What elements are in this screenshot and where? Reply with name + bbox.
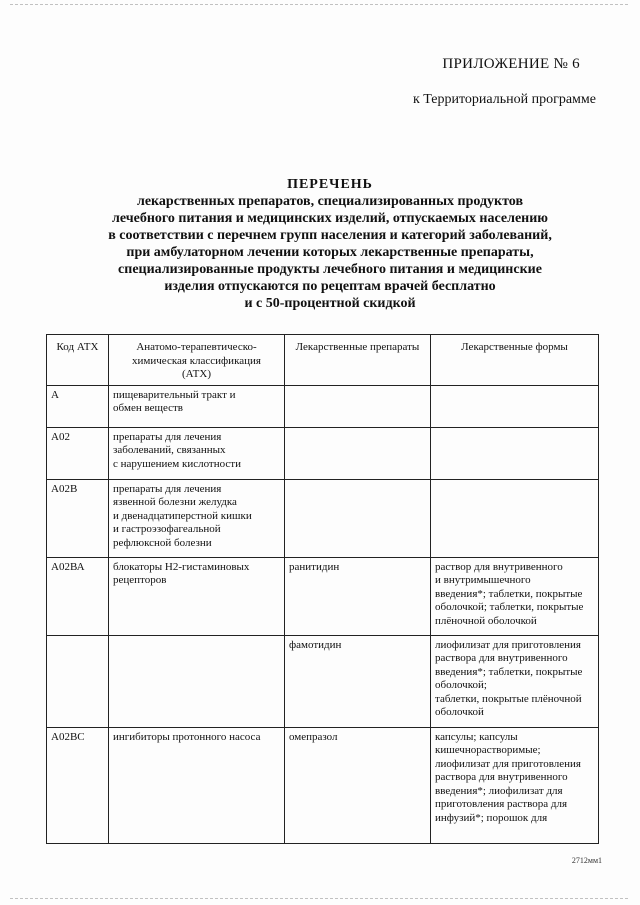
cell-classification: ингибиторы протонного насоса [109, 727, 285, 843]
cell-classification: пищеварительный тракт и обмен веществ [109, 385, 285, 427]
atx-table [46, 334, 599, 844]
column-header-code: Код АТХ [47, 335, 109, 386]
cell-drug [285, 385, 431, 427]
cell-classification: препараты для лечения язвенной болезни желудка и двенадцатиперстной кишки и гастроэзофагеальной рефлюксной болезни [109, 479, 285, 557]
document-title [60, 176, 600, 312]
cell-code [47, 635, 109, 727]
cell-drug: ранитидин [285, 557, 431, 635]
column-header-forms: Лекарственные формы [431, 335, 599, 386]
scan-edge-top [10, 4, 628, 5]
cell-drug [285, 427, 431, 479]
cell-form [431, 385, 599, 427]
title-line: при амбулаторном лечении которых лекарственные препараты, [126, 245, 534, 260]
table-row [47, 427, 599, 479]
cell-code: А02ВС [47, 727, 109, 843]
table-row [47, 385, 599, 427]
cell-form [431, 479, 599, 557]
cell-code: А02 [47, 427, 109, 479]
column-header-classification: Анатомо-терапевтическо- химическая классификация (АТХ) [109, 335, 285, 386]
cell-form [431, 427, 599, 479]
table-header-row [47, 335, 599, 386]
table-row [47, 557, 599, 635]
table-row [47, 727, 599, 843]
cell-form: раствор для внутривенного и внутримышечного введения*; таблетки, покрытые оболочкой; таблетки, покрытые плёночной оболочкой [431, 557, 599, 635]
cell-code: А [47, 385, 109, 427]
title-line: в соответствии с перечнем групп населения и категорий заболеваний, [108, 228, 552, 243]
cell-form: лиофилизат для приготовления раствора для внутривенного введения*; таблетки, покрытые оболочкой; таблетки, покрытые плёночной оболочкой [431, 635, 599, 727]
title-line: специализированные продукты лечебного питания и медицинские [118, 262, 542, 277]
cell-classification [109, 635, 285, 727]
scan-edge-bottom [10, 898, 628, 899]
cell-drug: омепразол [285, 727, 431, 843]
title-line: лекарственных препаратов, специализированных продуктов [136, 194, 524, 209]
title-line: и с 50-процентной скидкой [244, 296, 416, 311]
cell-classification: препараты для лечения заболеваний, связанных с нарушением кислотности [109, 427, 285, 479]
table-row [47, 479, 599, 557]
title-line: изделия отпускаются по рецептам врачей бесплатно [164, 279, 496, 294]
appendix-subtitle: к Территориальной программе [412, 92, 596, 107]
column-header-drugs: Лекарственные препараты [285, 335, 431, 386]
table-row [47, 635, 599, 727]
cell-form: капсулы; капсулы кишечнорастворимые; лиофилизат для приготовления раствора для внутривенного введения*; лиофилизат для приготовления раствора для инфузий*; порошок для [431, 727, 599, 843]
appendix-number: ПРИЛОЖЕНИЕ № 6 [442, 56, 580, 72]
cell-code: А02В [47, 479, 109, 557]
title-line: лечебного питания и медицинских изделий, отпускаемых населению [112, 211, 548, 226]
cell-code: А02ВА [47, 557, 109, 635]
cell-classification: блокаторы Н2-гистаминовых рецепторов [109, 557, 285, 635]
cell-drug: фамотидин [285, 635, 431, 727]
title-heading: ПЕРЕЧЕНЬ [287, 177, 373, 192]
cell-drug [285, 479, 431, 557]
footer-code: 2712мм1 [571, 856, 602, 865]
